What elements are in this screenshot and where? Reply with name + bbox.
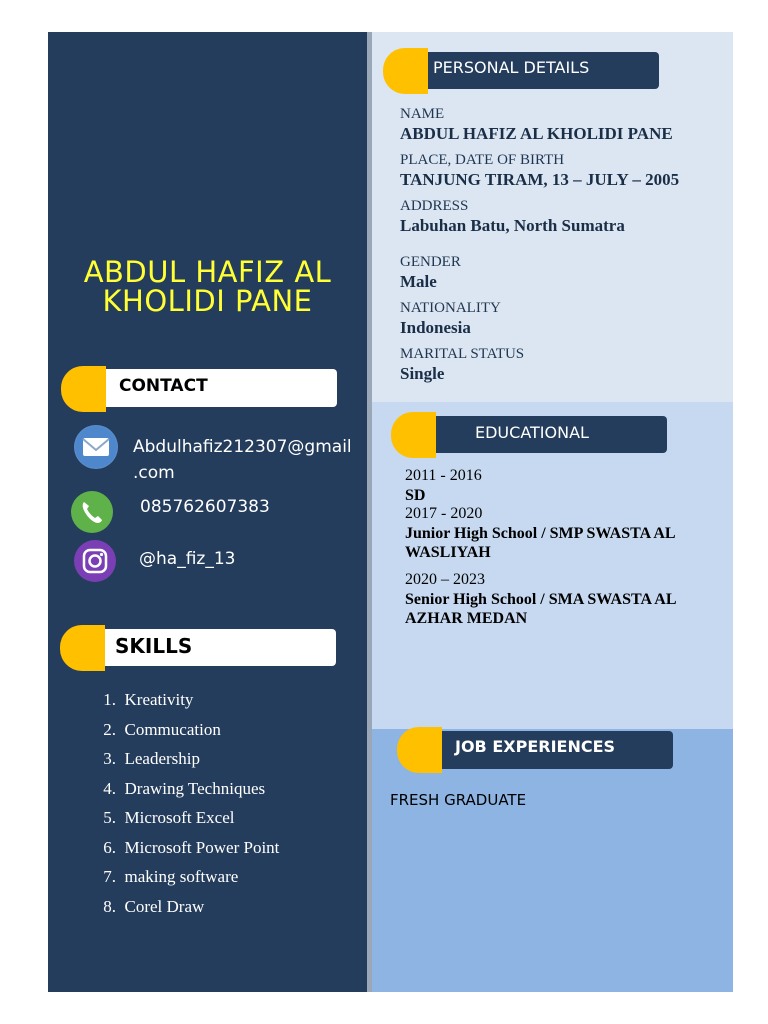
job-experience-text: FRESH GRADUATE <box>390 791 527 809</box>
phone-number[interactable]: 085762607383 <box>140 497 270 517</box>
job-heading-pill <box>397 727 442 773</box>
education-school <box>405 486 725 505</box>
skill-label: Kreativity <box>124 690 194 709</box>
name-value: ABDUL HAFIZ AL KHOLIDI PANE <box>400 124 673 143</box>
instagram-icon <box>73 539 117 583</box>
email-line-1: Abdulhafiz212307@gmail <box>133 437 352 457</box>
name-line-1: ABDUL HAFIZ AL <box>83 255 332 289</box>
education-heading: EDUCATIONAL <box>475 423 589 442</box>
job-heading: JOB EXPERIENCES <box>455 737 616 756</box>
list-item <box>87 718 357 748</box>
nationality-label: NATIONALITY <box>400 300 501 316</box>
list-number: 3. <box>103 749 116 768</box>
list-item <box>87 865 357 895</box>
nationality-value: Indonesia <box>400 318 471 337</box>
skills-heading: SKILLS <box>115 634 193 658</box>
school-line-1: SD <box>405 487 426 504</box>
personal-heading-pill <box>383 48 428 94</box>
list-number: 7. <box>103 867 116 886</box>
skill-label: Leadership <box>124 749 201 768</box>
personal-heading: PERSONAL DETAILS <box>433 58 590 77</box>
education-school <box>405 590 725 628</box>
skill-label: Corel Draw <box>124 896 205 916</box>
list-item <box>87 895 357 925</box>
gender-label: GENDER <box>400 254 461 270</box>
skill-label: Drawing Techniques <box>124 778 266 798</box>
skill-label: making software <box>124 867 239 886</box>
list-number: 5. <box>103 808 116 827</box>
list-number: 6. <box>103 837 116 857</box>
list-number: 2. <box>103 719 116 739</box>
gender-value: Male <box>400 272 437 291</box>
education-school <box>405 524 725 562</box>
email-address[interactable] <box>133 434 352 486</box>
education-heading-pill <box>391 412 436 458</box>
name-label: NAME <box>400 106 445 122</box>
school-line-2: WASLIYAH <box>405 544 491 561</box>
list-number: 8. <box>103 896 116 916</box>
skills-heading-pill <box>60 625 105 671</box>
skill-label: Microsoft Excel <box>124 808 235 827</box>
email-line-2: .com <box>133 463 175 483</box>
name-line-2: KHOLIDI PANE <box>102 284 313 318</box>
list-item <box>87 777 357 807</box>
list-number: 1. <box>103 690 116 709</box>
address-label: ADDRESS <box>400 198 469 214</box>
skill-label: Commucation <box>124 719 221 739</box>
education-years: 2011 - 2016 <box>405 467 482 484</box>
education-years: 2020 – 2023 <box>405 571 485 588</box>
list-item <box>87 836 357 866</box>
resume-owner-name <box>48 255 367 318</box>
phone-icon <box>70 490 114 534</box>
school-line-1: Senior High School / SMA SWASTA AL <box>405 591 677 608</box>
address-value: Labuhan Batu, North Sumatra <box>400 216 625 235</box>
skill-label: Microsoft Power Point <box>124 837 280 857</box>
birth-value: TANJUNG TIRAM, 13 – JULY – 2005 <box>400 170 680 189</box>
marital-value: Single <box>400 364 445 383</box>
school-line-2: AZHAR MEDAN <box>405 610 528 627</box>
contact-heading: CONTACT <box>119 376 208 396</box>
education-years: 2017 - 2020 <box>405 505 483 522</box>
list-number: 4. <box>103 778 116 798</box>
contact-heading-pill <box>61 366 106 412</box>
skills-list <box>87 688 357 924</box>
marital-label: MARITAL STATUS <box>400 346 525 362</box>
birth-label: PLACE, DATE OF BIRTH <box>400 152 565 168</box>
school-line-1: Junior High School / SMP SWASTA AL <box>405 525 676 542</box>
list-item <box>87 747 357 777</box>
instagram-handle[interactable]: @ha_fiz_13 <box>139 549 236 569</box>
list-item <box>87 688 357 718</box>
envelope-icon <box>74 425 118 469</box>
list-item <box>87 806 357 836</box>
